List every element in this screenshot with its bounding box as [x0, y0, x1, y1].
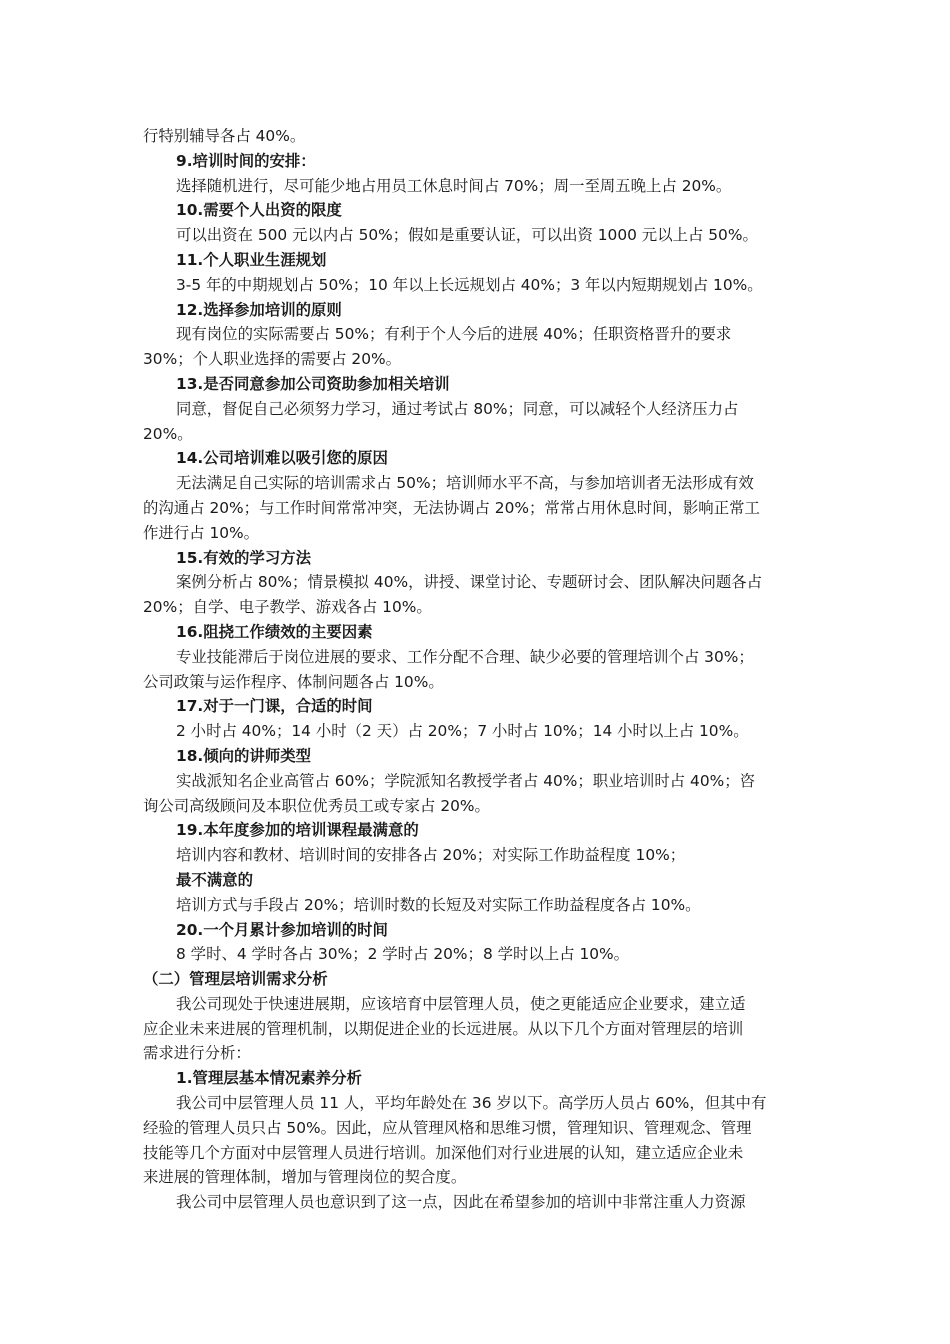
- section-heading: 19.本年度参加的培训课程最满意的: [176, 821, 419, 840]
- paragraph-line: 3-5 年的中期规划占 50%；10 年以上长远规划占 40%；3 年以内短期规划占 10%。: [176, 275, 763, 294]
- section-heading: 10.需要个人出资的限度: [176, 201, 342, 220]
- paragraph-line: 无法满足自己实际的培训需求占 50%；培训师水平不高，与参加培训者无法形成有效: [176, 474, 754, 493]
- paragraph-line: 现有岗位的实际需要占 50%；有利于个人今后的进展 40%；任职资格晋升的要求: [176, 325, 732, 344]
- paragraph-line: 应企业未来进展的管理机制，以期促进企业的长远进展。从以下几个方面对管理层的培训: [143, 1019, 744, 1038]
- paragraph-line: 行特别辅导各占 40%。: [143, 127, 306, 145]
- paragraph-line: 的沟通占 20%；与工作时间常常冲突，无法协调占 20%；常常占用休息时间，影响正常工: [143, 498, 760, 517]
- paragraph-line: 我公司现处于快速进展期，应该培育中层管理人员，使之更能适应企业要求，建立适: [176, 994, 746, 1013]
- paragraph-line: 20%；自学、电子教学、游戏各占 10%。: [143, 598, 432, 617]
- paragraph-line: 技能等几个方面对中层管理人员进行培训。加深他们对行业进展的认知，建立适应企业未: [143, 1143, 744, 1162]
- section-heading: 最不满意的: [176, 870, 253, 889]
- paragraph-line: 经验的管理人员只占 50%。因此，应从管理风格和思维习惯，管理知识、管理观念、管理: [143, 1118, 752, 1137]
- section-heading: 14.公司培训难以吸引您的原因: [176, 449, 388, 468]
- paragraph-line: 8 学时、4 学时各占 30%；2 学时占 20%；8 学时以上占 10%。: [176, 945, 630, 964]
- section-heading: 11.个人职业生涯规划: [176, 250, 327, 269]
- paragraph-line: 培训内容和教材、培训时间的安排各占 20%；对实际工作助益程度 10%；: [176, 846, 686, 865]
- paragraph-line: 来进展的管理体制，增加与管理岗位的契合度。: [143, 1168, 467, 1187]
- paragraph-line: 20%。: [143, 424, 193, 443]
- document-body: [143, 124, 811, 1215]
- paragraph-line: 案例分析占 80%；情景模拟 40%，讲授、课堂讨论、专题研讨会、团队解决问题各占: [176, 573, 763, 592]
- paragraph-line: 专业技能滞后于岗位进展的要求、工作分配不合理、缺少必要的管理培训个占 30%；: [176, 647, 754, 666]
- paragraph-line: 作进行占 10%。: [143, 523, 260, 542]
- paragraph-line: 2 小时占 40%；14 小时（2 天）占 20%；7 小时占 10%；14 小时以上占 10%。: [176, 722, 749, 741]
- section-heading: 15.有效的学习方法: [176, 548, 311, 567]
- paragraph-line: 选择随机进行，尽可能少地占用员工休息时间占 70%；周一至周五晚上占 20%。: [176, 176, 732, 195]
- paragraph-line: 可以出资在 500 元以内占 50%；假如是重要认证，可以出资 1000 元以上占 50%。: [176, 226, 758, 245]
- paragraph-line: 询公司高级顾问及本职位优秀员工或专家占 20%。: [143, 796, 490, 815]
- paragraph-line: 需求进行分析：: [143, 1044, 251, 1063]
- section-heading: 1.管理层基本情况素养分析: [176, 1069, 362, 1088]
- paragraph-line: 公司政策与运作程序、体制问题各占 10%。: [143, 672, 444, 691]
- paragraph-line: 培训方式与手段占 20%；培训时数的长短及对实际工作助益程度各占 10%。: [176, 895, 701, 914]
- paragraph-line: 我公司中层管理人员也意识到了这一点，因此在希望参加的培训中非常注重人力资源: [176, 1193, 746, 1212]
- paragraph-line: 同意，督促自己必须努力学习，通过考试占 80%；同意，可以减轻个人经济压力占: [176, 399, 739, 418]
- section-heading: 9.培训时间的安排：: [176, 151, 316, 170]
- section-heading: 17.对于一门课，合适的时间: [176, 697, 373, 716]
- paragraph-line: 30%；个人职业选择的需要占 20%。: [143, 350, 401, 369]
- section-heading: 20.一个月累计参加培训的时间: [176, 920, 388, 939]
- section-heading: 18.倾向的讲师类型: [176, 746, 311, 765]
- section-heading: 12.选择参加培训的原则: [176, 300, 342, 319]
- paragraph-line: 我公司中层管理人员 11 人，平均年龄处在 36 岁以下。高学历人员占 60%，但其中有: [176, 1094, 767, 1113]
- paragraph-line: 实战派知名企业高管占 60%；学院派知名教授学者占 40%；职业培训时占 40%；咨: [176, 771, 756, 790]
- section-heading: （二）管理层培训需求分析: [143, 970, 328, 989]
- section-heading: 16.阻挠工作绩效的主要因素: [176, 622, 373, 641]
- section-heading: 13.是否同意参加公司资助参加相关培训: [176, 374, 450, 393]
